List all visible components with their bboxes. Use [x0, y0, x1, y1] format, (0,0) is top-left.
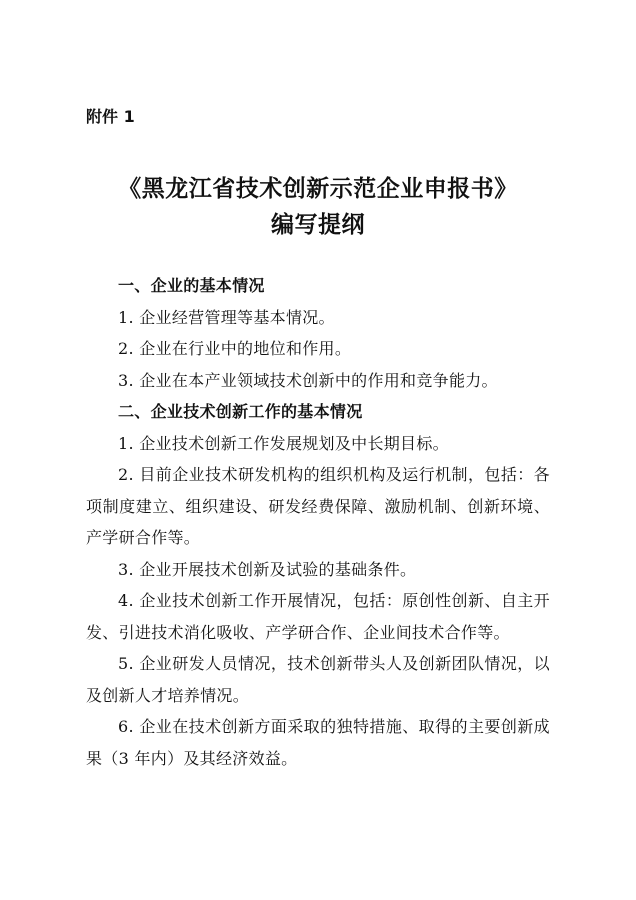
section-heading: 一、企业的基本情况	[118, 276, 265, 295]
section-heading: 二、企业技术创新工作的基本情况	[118, 402, 363, 421]
section-item: 5. 企业研发人员情况，技术创新带头人及创新团队情况，以及创新人才培养情况。	[86, 654, 550, 705]
section-item: 6. 企业在技术创新方面采取的独特措施、取得的主要创新成果（3 年内）及其经济效益。	[86, 717, 550, 768]
section-item: 2. 企业在行业中的地位和作用。	[118, 339, 352, 358]
attachment-label: 附件 1	[86, 107, 135, 126]
document-body	[86, 270, 550, 774]
document-title: 《黑龙江省技术创新示范企业申报书》	[118, 176, 518, 202]
section-item: 2. 目前企业技术研发机构的组织机构及运行机制，包括：各项制度建立、组织建设、研发经费保障、激励机制、创新环境、产学研合作等。	[86, 465, 550, 547]
section-item: 4. 企业技术创新工作开展情况，包括：原创性创新、自主开发、引进技术消化吸收、产学研合作、企业间技术合作等。	[86, 591, 550, 642]
section-item: 3. 企业开展技术创新及试验的基础条件。	[118, 559, 417, 579]
section-item: 3. 企业在本产业领域技术创新中的作用和竞争能力。	[118, 370, 498, 390]
section-item: 1. 企业技术创新工作发展规划及中长期目标。	[118, 433, 449, 453]
section-item: 1. 企业经营管理等基本情况。	[118, 307, 335, 327]
document-subtitle: 编写提纲	[271, 212, 365, 238]
